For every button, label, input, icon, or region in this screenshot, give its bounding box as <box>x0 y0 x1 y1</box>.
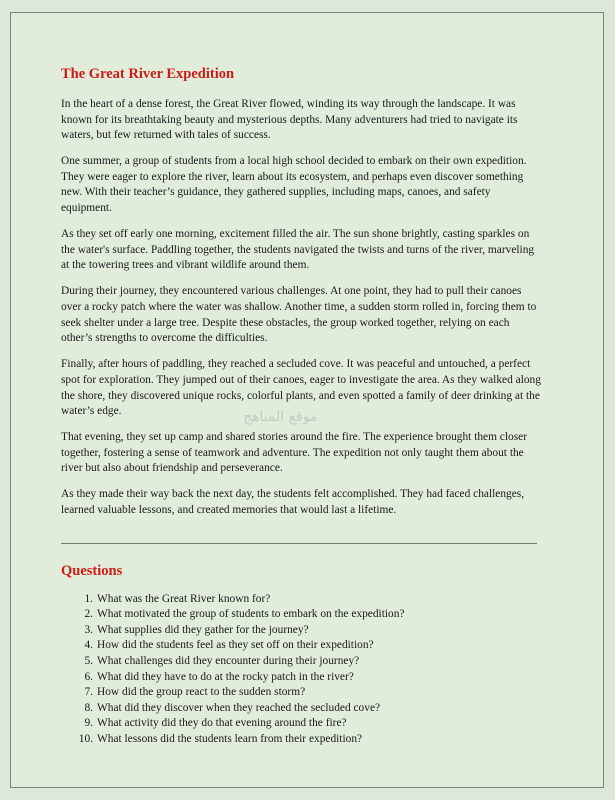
question-item <box>61 623 541 639</box>
question-number: 10. <box>78 733 93 745</box>
question-text: What did they discover when they reached the secluded cove? <box>97 701 381 714</box>
question-item <box>61 701 541 717</box>
story-paragraph-1: In the heart of a dense forest, the Great River flowed, winding its way through the landscape. It was known for its breathtaking beauty and mysterious depths. Many adventurers had tried to navigate its waters, but few returned with tales of success. <box>61 98 518 142</box>
question-text: How did the students feel as they set off on their expedition? <box>97 639 374 652</box>
question-text: What activity did they do that evening around the fire? <box>97 717 347 730</box>
question-number: 4. <box>84 639 93 652</box>
question-text: What motivated the group of students to embark on the expedition? <box>97 608 405 621</box>
question-number: 7. <box>84 686 93 699</box>
question-item <box>61 685 541 701</box>
question-text: What challenges did they encounter during their journey? <box>97 655 360 668</box>
question-text: What was the Great River known for? <box>97 592 271 605</box>
story-paragraph-4: During their journey, they encountered various challenges. At one point, they had to pull their canoes over a rocky patch where the water was shallow. Another time, a sudden storm rolled in, forcing them to seek shelter under a large tree. Despite these obstacles, the group worked together, relying on each other’s strengths to overcome the difficulties. <box>61 285 537 345</box>
document-title: The Great River Expedition <box>61 66 235 82</box>
question-number: 9. <box>84 717 93 730</box>
question-item <box>61 607 541 623</box>
document-content <box>61 65 541 748</box>
question-item <box>61 670 541 686</box>
questions-heading: Questions <box>61 562 123 579</box>
section-divider <box>61 543 537 544</box>
story-paragraph-3: As they set off early one morning, excitement filled the air. The sun shone brightly, casting sparkles on the water's surface. Paddling together, the students navigated the twists and turns of the river, marveling at the towering trees and vibrant wildlife around them. <box>61 228 535 272</box>
site-watermark: موقع المناهج <box>243 409 318 425</box>
question-item <box>61 716 541 732</box>
question-number: 3. <box>84 623 93 636</box>
story-paragraph-7: As they made their way back the next day, the students felt accomplished. They had faced challenges, learned valuable lessons, and created memories that would last a lifetime. <box>61 488 525 517</box>
document-page <box>10 12 604 788</box>
question-text: How did the group react to the sudden storm? <box>97 686 306 699</box>
question-number: 1. <box>84 592 93 605</box>
question-text: What supplies did they gather for the journey? <box>97 623 309 636</box>
question-text: What did they have to do at the rocky patch in the river? <box>97 670 354 683</box>
story-paragraph-2: One summer, a group of students from a local high school decided to embark on their own expedition. They were eager to explore the river, learn about its ecosystem, and perhaps even discover something new. With their teacher’s guidance, they gathered supplies, including maps, canoes, and safety equipment. <box>61 155 527 215</box>
story-paragraph-6: That evening, they set up camp and shared stories around the fire. The experience brought them closer together, fostering a sense of teamwork and adventure. The expedition not only taught them about the river but also about friendship and perseverance. <box>61 431 528 475</box>
question-number: 8. <box>84 701 93 714</box>
question-number: 2. <box>84 608 93 621</box>
story-paragraph-5: Finally, after hours of paddling, they reached a secluded cove. It was peaceful and untouched, a perfect spot for exploration. They jumped out of their canoes, eager to investigate the area. As they walked along the shore, they discovered unique rocks, colorful plants, and even spotted a family of deer drinking at the water’s edge. <box>61 358 541 418</box>
question-number: 5. <box>84 655 93 668</box>
question-item <box>61 638 541 654</box>
question-item <box>61 592 541 608</box>
question-item <box>61 732 541 748</box>
question-number: 6. <box>84 670 93 683</box>
question-text: What lessons did the students learn from their expedition? <box>97 733 363 745</box>
questions-list <box>61 592 541 748</box>
question-item <box>61 654 541 670</box>
